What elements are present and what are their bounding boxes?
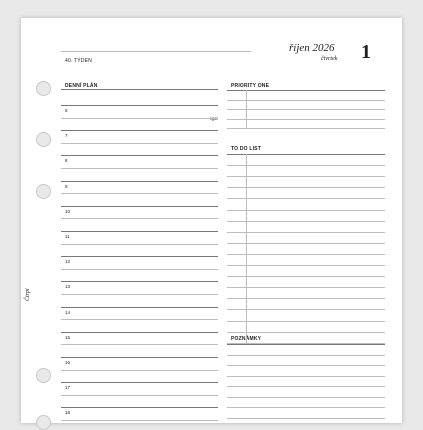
ruled-line: [227, 176, 385, 177]
planner-page: [21, 18, 402, 423]
week-label: 40. TÝDEN: [65, 58, 92, 64]
ruled-line: [227, 355, 385, 356]
ruled-line: [227, 397, 385, 398]
hour-label: 10: [65, 208, 71, 214]
ruled-line: [61, 118, 218, 119]
ruled-line: [227, 243, 385, 244]
hour-label: 8: [65, 158, 68, 164]
ruled-line: [61, 105, 218, 106]
ruled-line: [61, 395, 218, 396]
ruled-line: [61, 319, 218, 320]
binder-hole: [36, 184, 51, 199]
ruled-line: [227, 376, 385, 377]
ruled-line: [61, 231, 218, 232]
ruled-line: [227, 287, 385, 288]
ruled-line: [227, 187, 385, 188]
ruled-line: [61, 218, 218, 219]
brand-logo: Čtrpi: [25, 288, 31, 301]
hour-label: 17: [65, 385, 71, 391]
hour-label: 8: [65, 108, 68, 113]
ruled-line: [227, 119, 385, 120]
ruled-line: [61, 307, 218, 308]
ruled-line: [227, 321, 385, 322]
ruled-line: [61, 281, 218, 282]
ruled-line: [227, 232, 385, 233]
ruled-line: [227, 221, 385, 222]
ruled-line: [227, 128, 385, 129]
hour-label: 16: [65, 360, 71, 365]
ruled-line: [227, 265, 385, 266]
binder-hole: [36, 368, 51, 383]
ruled-line: [61, 155, 218, 156]
ruled-line: [227, 276, 385, 277]
ruled-line: [61, 344, 218, 345]
hour-label: 11: [65, 234, 70, 239]
ruled-line: [61, 269, 218, 270]
ruled-line: [61, 420, 218, 421]
ruled-line: [61, 143, 218, 144]
ruled-line: [227, 407, 385, 408]
ruled-line: [227, 165, 385, 166]
hour-label: 12: [65, 259, 71, 265]
ruled-line: [61, 294, 218, 295]
ruled-line: [227, 365, 385, 366]
owner-name: Igor: [210, 116, 218, 121]
priority-divider: [246, 90, 247, 128]
ruled-line: [61, 332, 218, 333]
daily-plan-title: DENNÍ PLÁN: [65, 83, 98, 89]
binder-hole: [36, 132, 51, 147]
ruled-line: [227, 210, 385, 211]
hour-label: 14: [65, 309, 71, 315]
header-line: [61, 51, 251, 52]
ruled-line: [227, 254, 385, 255]
todo-title: TO DO LIST: [231, 146, 261, 152]
hour-label: 9: [65, 183, 68, 189]
ruled-line: [61, 193, 218, 194]
ruled-line: [227, 90, 385, 91]
ruled-line: [227, 309, 385, 310]
ruled-line: [61, 407, 218, 408]
month-year: říjen 2026: [289, 42, 335, 54]
todo-divider: [246, 154, 247, 343]
ruled-line: [227, 198, 385, 199]
ruled-line: [227, 332, 385, 333]
day-number: 1: [361, 41, 371, 63]
ruled-line: [61, 89, 218, 90]
weekday: čtvrtek: [321, 56, 338, 62]
binder-hole: [36, 81, 51, 96]
ruled-line: [227, 109, 385, 110]
ruled-line: [227, 100, 385, 101]
ruled-line: [61, 206, 218, 207]
hour-label: 15: [65, 334, 71, 340]
ruled-line: [61, 370, 218, 371]
priority-title: PRIORITY ONE: [231, 83, 270, 89]
hour-label: 18: [65, 410, 71, 416]
hour-label: 13: [65, 284, 71, 290]
ruled-line: [227, 418, 385, 419]
ruled-line: [61, 256, 218, 257]
ruled-line: [227, 386, 385, 387]
ruled-line: [227, 154, 385, 155]
ruled-line: [61, 168, 218, 169]
ruled-line: [61, 244, 218, 245]
notes-title: POZNÁMKY: [231, 336, 262, 342]
ruled-line: [227, 344, 385, 345]
ruled-line: [227, 298, 385, 299]
hour-label: 7: [65, 133, 68, 139]
ruled-line: [61, 130, 218, 131]
ruled-line: [61, 382, 218, 383]
ruled-line: [61, 181, 218, 182]
ruled-line: [61, 357, 218, 358]
